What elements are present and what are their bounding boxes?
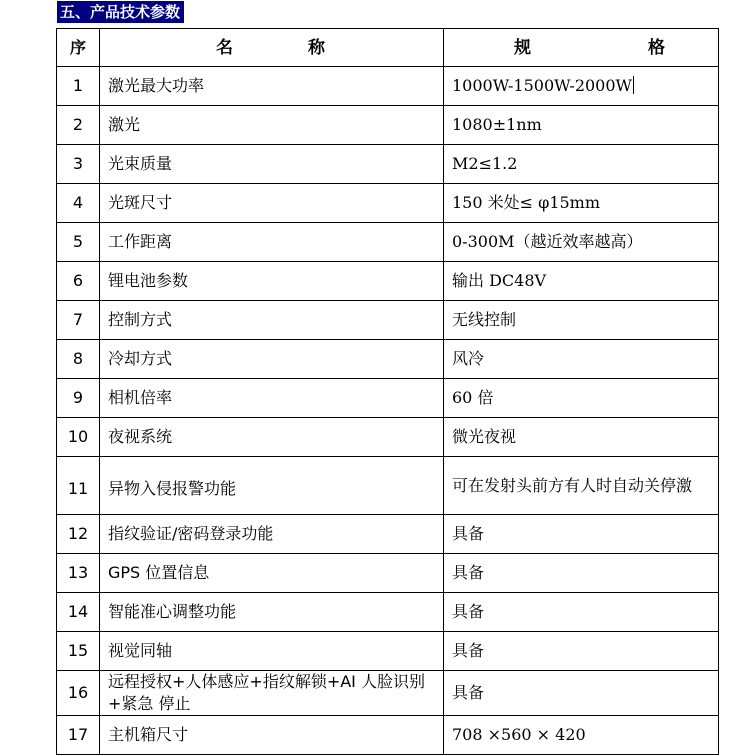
row-spec-text: 1000W-1500W-2000W <box>452 76 632 95</box>
row-number: 17 <box>57 716 100 755</box>
row-number: 16 <box>57 671 100 716</box>
row-number: 5 <box>57 223 100 262</box>
row-name: 锂电池参数 <box>100 262 444 301</box>
row-name: 激光 <box>100 106 444 145</box>
table-row <box>57 632 719 671</box>
header-name <box>100 29 444 67</box>
row-name: 工作距离 <box>100 223 444 262</box>
table-row <box>57 184 719 223</box>
row-name: 激光最大功率 <box>100 67 444 106</box>
table-row <box>57 671 719 716</box>
row-name: 指纹验证/密码登录功能 <box>100 515 444 554</box>
row-spec: 可在发射头前方有人时自动关停激 <box>444 457 719 515</box>
row-spec: 风冷 <box>444 340 719 379</box>
row-spec: 具备 <box>444 554 719 593</box>
row-spec: 输出 DC48V <box>444 262 719 301</box>
table-row <box>57 379 719 418</box>
row-name: 远程授权+人体感应+指纹解锁+AI 人脸识别+紧急 停止 <box>100 671 444 716</box>
row-spec: 150 米处≤ φ15mm <box>444 184 719 223</box>
row-spec: 708 ×560 × 420 <box>444 716 719 755</box>
row-name: 夜视系统 <box>100 418 444 457</box>
table-row <box>57 593 719 632</box>
table-header-row <box>57 29 719 67</box>
row-spec: M2≤1.2 <box>444 145 719 184</box>
row-spec: 具备 <box>444 671 719 716</box>
table-row <box>57 106 719 145</box>
table-row <box>57 554 719 593</box>
row-number: 6 <box>57 262 100 301</box>
row-name: 冷却方式 <box>100 340 444 379</box>
section-title: 五、产品技术参数 <box>57 1 184 23</box>
row-number: 11 <box>57 457 100 515</box>
header-spec <box>444 29 719 67</box>
row-number: 13 <box>57 554 100 593</box>
row-number: 7 <box>57 301 100 340</box>
spec-table <box>56 28 719 755</box>
text-cursor <box>633 76 634 94</box>
row-number: 9 <box>57 379 100 418</box>
table-row <box>57 145 719 184</box>
row-spec: 具备 <box>444 593 719 632</box>
row-name: 光束质量 <box>100 145 444 184</box>
row-name: 控制方式 <box>100 301 444 340</box>
row-number: 15 <box>57 632 100 671</box>
row-spec: 1080±1nm <box>444 106 719 145</box>
table-row <box>57 301 719 340</box>
row-name: 主机箱尺寸 <box>100 716 444 755</box>
row-name: 视觉同轴 <box>100 632 444 671</box>
header-spec-char: 格 <box>648 37 665 58</box>
row-spec: 具备 <box>444 632 719 671</box>
table-row <box>57 340 719 379</box>
row-number: 14 <box>57 593 100 632</box>
row-spec: 无线控制 <box>444 301 719 340</box>
row-spec: 0-300M（越近效率越高） <box>444 223 719 262</box>
header-spec-char: 规 <box>514 37 531 58</box>
row-spec: 具备 <box>444 515 719 554</box>
row-number: 12 <box>57 515 100 554</box>
row-name: GPS 位置信息 <box>100 554 444 593</box>
table-row <box>57 67 719 106</box>
row-number: 3 <box>57 145 100 184</box>
table-row <box>57 418 719 457</box>
row-name: 相机倍率 <box>100 379 444 418</box>
row-spec: 60 倍 <box>444 379 719 418</box>
header-name-char: 称 <box>308 37 325 58</box>
row-number: 10 <box>57 418 100 457</box>
row-name: 异物入侵报警功能 <box>100 457 444 515</box>
row-number: 1 <box>57 67 100 106</box>
row-spec: 微光夜视 <box>444 418 719 457</box>
header-no: 序 <box>57 29 100 67</box>
row-number: 4 <box>57 184 100 223</box>
row-number: 2 <box>57 106 100 145</box>
table-row <box>57 457 719 515</box>
table-row <box>57 223 719 262</box>
row-number: 8 <box>57 340 100 379</box>
row-name: 光斑尺寸 <box>100 184 444 223</box>
table-row <box>57 262 719 301</box>
table-row <box>57 716 719 755</box>
row-spec <box>444 67 719 106</box>
header-name-char: 名 <box>216 37 233 58</box>
table-row <box>57 515 719 554</box>
row-name: 智能准心调整功能 <box>100 593 444 632</box>
